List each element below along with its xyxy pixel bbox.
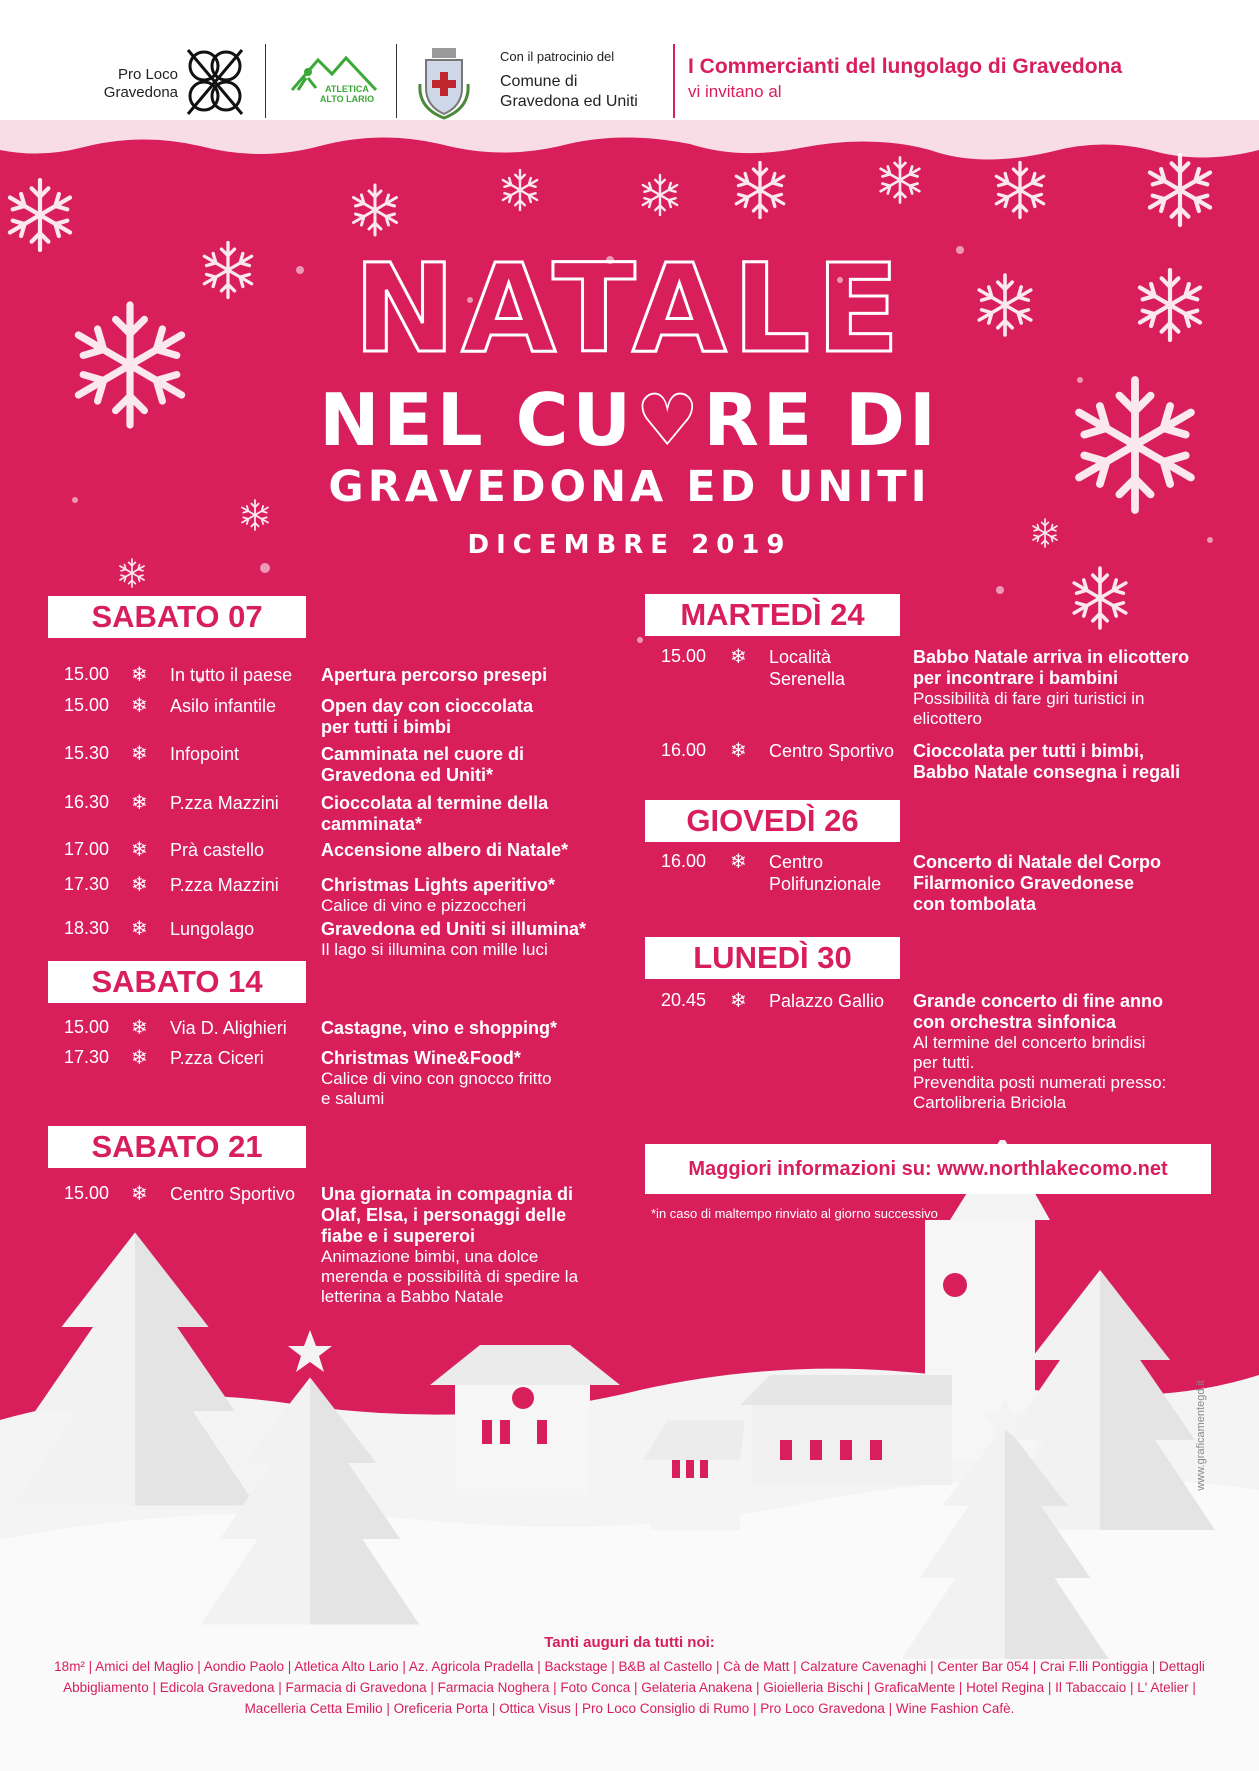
snowflake-icon: ❄ bbox=[131, 664, 148, 686]
event-place: Località Serenella bbox=[769, 647, 846, 689]
title-natale: NATALE bbox=[353, 238, 906, 380]
event-time: 17.00 bbox=[64, 839, 110, 859]
snowflake-icon: ❄ bbox=[131, 839, 148, 861]
day-header: GIOVEDÌ 26 bbox=[645, 800, 900, 842]
day-header: LUNEDÌ 30 bbox=[645, 937, 900, 979]
event-title: Cioccolata al termine della camminata* bbox=[321, 793, 549, 834]
event-time: 15.00 bbox=[64, 695, 110, 715]
event-title: Accensione albero di Natale* bbox=[321, 840, 569, 860]
snowflake-icon: ❄ bbox=[730, 740, 747, 762]
event-place: Prà castello bbox=[170, 840, 265, 860]
title-nel-cuore: NEL CU♡RE DI bbox=[319, 378, 940, 462]
event-title: Grande concerto di fine anno con orchestra sinfonica bbox=[913, 991, 1164, 1032]
event-title: Gravedona ed Uniti si illumina* bbox=[321, 919, 587, 939]
event-place: Centro Polifunzionale bbox=[769, 852, 882, 894]
comune-name: Comune di Gravedona ed Uniti bbox=[500, 73, 638, 110]
event-time: 17.30 bbox=[64, 1047, 110, 1067]
event-place: Lungolago bbox=[170, 919, 255, 939]
proloco-label: Pro Loco Gravedona bbox=[103, 66, 178, 101]
event-title: Camminata nel cuore di Gravedona ed Uniti* bbox=[321, 744, 525, 785]
footer-title: Tanti auguri da tutti noi: bbox=[544, 1634, 715, 1651]
event-place: Asilo infantile bbox=[170, 696, 277, 716]
event-time: 18.30 bbox=[64, 918, 110, 938]
event-title: Apertura percorso presepi bbox=[321, 665, 548, 685]
day-header: MARTEDÌ 24 bbox=[645, 594, 900, 636]
proloco-knot-logo bbox=[182, 44, 248, 120]
snowflake-icon: ❄ bbox=[131, 1183, 148, 1205]
header-divider bbox=[265, 44, 266, 118]
event-title: Una giornata in compagnia di Olaf, Elsa, i personaggi delle fiabe e i supereroi bbox=[321, 1184, 574, 1246]
patrocinio-label: Con il patrocinio del bbox=[500, 49, 615, 64]
event-place: Centro Sportivo bbox=[170, 1184, 296, 1204]
snowflake-icon: ❄ bbox=[131, 874, 148, 896]
event-title: Babbo Natale arriva in elicottero per incontrare i bambini bbox=[913, 647, 1190, 688]
event-place: Infopoint bbox=[170, 744, 240, 764]
event-title: Concerto di Natale del Corpo Filarmonico Gravedonese con tombolata bbox=[913, 852, 1162, 914]
event-title: Christmas Lights aperitivo* bbox=[321, 875, 556, 895]
snowflake-icon: ❄ bbox=[131, 695, 148, 717]
day-header: SABATO 07 bbox=[48, 596, 306, 638]
footnote: *in caso di maltempo rinviato al giorno successivo bbox=[651, 1206, 938, 1221]
event-description: Possibilità di fare giri turistici in elicottero bbox=[913, 689, 1145, 728]
event-place: Centro Sportivo bbox=[769, 741, 895, 761]
day-header: SABATO 14 bbox=[48, 961, 306, 1003]
event-place: P.zza Ciceri bbox=[170, 1048, 264, 1068]
event-time: 20.45 bbox=[661, 990, 707, 1010]
event-time: 16.00 bbox=[661, 740, 707, 760]
event-title: Cioccolata per tutti i bimbi, Babbo Natale consegna i regali bbox=[913, 741, 1181, 782]
event-time: 15.00 bbox=[64, 1017, 110, 1037]
organizer-title: I Commercianti del lungolago di Gravedona bbox=[688, 55, 1123, 78]
event-title: Castagne, vino e shopping* bbox=[321, 1018, 558, 1038]
sponsor-list: 18m² | Amici del Maglio | Aondio Paolo | Atletica Alto Lario | Az. Agricola Pradella | Backstage | B&B al Castello | Cà de Matt | Calzature Cavenaghi | Center Bar 054 | Crai F.lli Pontiggia | Dettagli Abbigliamento | Edicola Gravedona | Farmacia di Gravedona | Farmacia Noghera | Foto Conca | Gelateria Anakena | Gioielleria Bischi | GraficaMente | Hotel Regina | Il Tabaccaio | L' Atelier | Macelleria Cetta Emilio | Oreficeria Porta | Ottica Visus | Pro Loco Consiglio di Rumo | Pro Loco Gravedona | Wine Fashion Cafè. bbox=[54, 1659, 1205, 1716]
info-website[interactable]: Maggiori informazioni su: www.northlakecomo.net bbox=[645, 1144, 1211, 1194]
title-date: DICEMBRE 2019 bbox=[467, 530, 792, 560]
snowflake-icon: ❄ bbox=[131, 1017, 148, 1039]
event-time: 16.00 bbox=[661, 851, 707, 871]
snowflake-icon: ❄ bbox=[131, 1047, 148, 1069]
snowflake-icon: ❄ bbox=[131, 743, 148, 765]
designer-credit: www.graficamentegd.it bbox=[1195, 1380, 1207, 1491]
title-town: GRAVEDONA ED UNITI bbox=[328, 462, 931, 512]
comune-crest-icon bbox=[414, 44, 474, 120]
snowflake-icon: ❄ bbox=[131, 792, 148, 814]
event-time: 16.30 bbox=[64, 792, 110, 812]
header bbox=[0, 0, 1259, 120]
event-time: 15.00 bbox=[661, 646, 707, 666]
event-description: Animazione bimbi, una dolce merenda e possibilità di spedire la letterina a Babbo Natale bbox=[321, 1247, 579, 1306]
organizer-invite: vi invitano al bbox=[688, 82, 782, 101]
event-time: 15.00 bbox=[64, 1183, 110, 1203]
header-red-divider bbox=[673, 44, 675, 118]
event-place: Via D. Alighieri bbox=[170, 1018, 287, 1038]
atletica-label: ATLETICA ALTO LARIO bbox=[319, 84, 375, 104]
event-place: In tutto il paese bbox=[170, 665, 293, 685]
event-place: P.zza Mazzini bbox=[170, 793, 279, 813]
snowflake-icon: ❄ bbox=[730, 646, 747, 668]
header-divider bbox=[396, 44, 397, 118]
event-time: 15.30 bbox=[64, 743, 110, 763]
event-title: Christmas Wine&Food* bbox=[321, 1048, 521, 1068]
event-description: Il lago si illumina con mille luci bbox=[321, 940, 548, 959]
event-time: 17.30 bbox=[64, 874, 110, 894]
snowflake-icon: ❄ bbox=[131, 918, 148, 940]
day-header: SABATO 21 bbox=[48, 1126, 306, 1168]
event-time: 15.00 bbox=[64, 664, 110, 684]
snowflake-icon: ❄ bbox=[730, 990, 747, 1012]
event-description: Calice di vino con gnocco fritto e salumi bbox=[321, 1069, 552, 1108]
event-title: Open day con cioccolata per tutti i bimbi bbox=[321, 696, 534, 737]
event-description: Al termine del concerto brindisi per tutti. Prevendita posti numerati presso: Cartolibreria Briciola bbox=[913, 1033, 1167, 1112]
event-place: P.zza Mazzini bbox=[170, 875, 279, 895]
event-place: Palazzo Gallio bbox=[769, 991, 885, 1011]
event-description: Calice di vino e pizzoccheri bbox=[321, 896, 527, 915]
snowflake-icon: ❄ bbox=[730, 851, 747, 873]
